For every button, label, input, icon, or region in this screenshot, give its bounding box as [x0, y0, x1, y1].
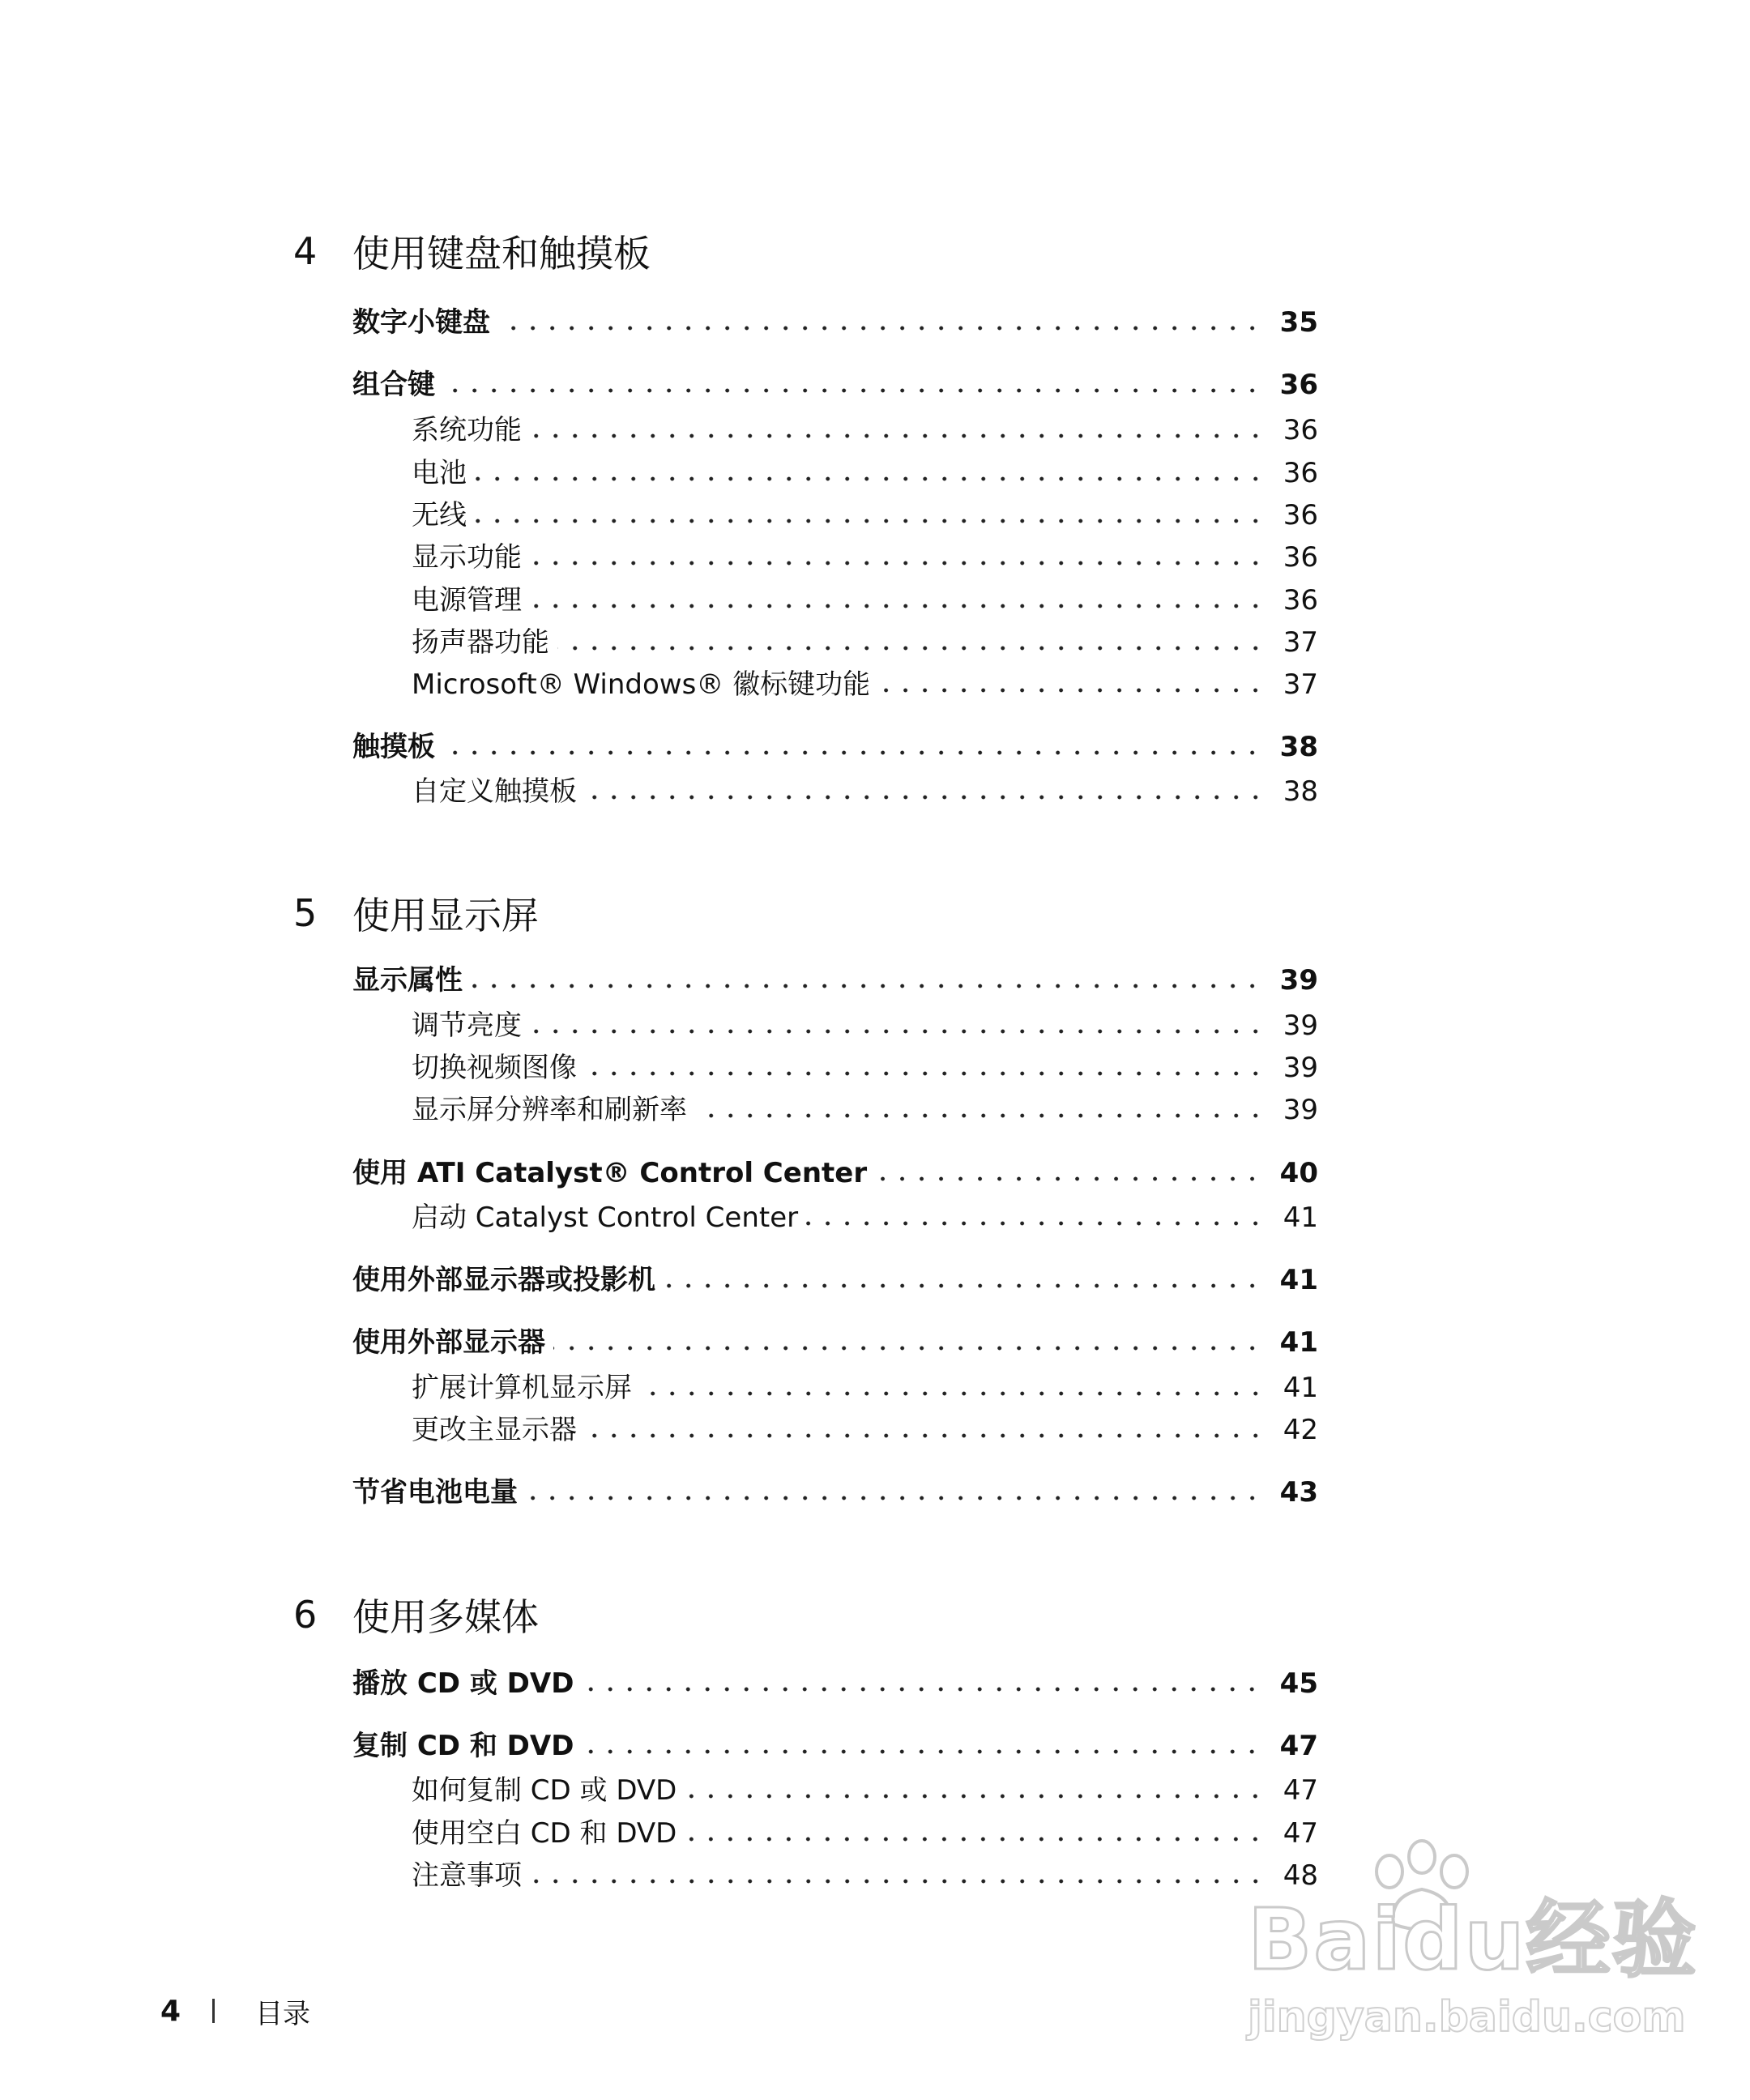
toc-entry[interactable] — [352, 956, 1318, 998]
toc-entry-title: 复制 CD 和 DVD — [352, 1730, 574, 1762]
toc-entry-page: 41 — [1279, 1326, 1318, 1359]
toc-entry-page: 41 — [1283, 1372, 1318, 1404]
watermark-url: jingyan.baidu.com — [1248, 1993, 1686, 2042]
watermark-logo: Baidu经验 — [1248, 1890, 1698, 1989]
toc-entry-page: 37 — [1283, 626, 1318, 659]
toc-entry[interactable] — [412, 767, 1318, 809]
toc-entry-page: 36 — [1283, 457, 1318, 489]
toc-entry-title: 显示功能 — [412, 541, 522, 574]
chapter-number: 6 — [293, 1593, 318, 1637]
dot-leader — [526, 1494, 1262, 1502]
toc-entry[interactable] — [352, 1256, 1318, 1298]
dot-leader — [695, 1112, 1266, 1120]
toc-entry-title: 切换视频图像 — [412, 1052, 577, 1084]
dot-leader — [875, 1175, 1262, 1183]
dot-leader — [806, 1219, 1266, 1227]
watermark — [1215, 1839, 1698, 2082]
toc-entry-page: 37 — [1283, 668, 1318, 701]
toc-entry-page: 38 — [1283, 775, 1318, 808]
toc-entry-title: 播放 CD 或 DVD — [352, 1667, 574, 1700]
toc-entry-title: 注意事项 — [412, 1859, 522, 1892]
toc-entry-page: 41 — [1279, 1264, 1318, 1296]
dot-leader — [530, 1027, 1266, 1035]
toc-entry-page: 39 — [1283, 1094, 1318, 1126]
toc-entry[interactable] — [412, 1406, 1318, 1448]
toc-entry[interactable] — [412, 406, 1318, 448]
toc-entry-page: 36 — [1283, 414, 1318, 446]
toc-entry-title: 更改主显示器 — [412, 1414, 577, 1446]
toc-entry[interactable] — [352, 1468, 1318, 1510]
toc-entry-title: 数字小键盘 — [352, 306, 490, 339]
footer-divider — [212, 1999, 215, 2023]
toc-entry-title: 启动 Catalyst Control Center — [412, 1202, 799, 1234]
footer-page-number: 4 — [160, 1994, 181, 2028]
toc-entry-title: 使用空白 CD 和 DVD — [412, 1817, 677, 1850]
dot-leader — [475, 517, 1266, 525]
toc-entry[interactable] — [352, 723, 1318, 765]
toc-entry-page: 38 — [1279, 731, 1318, 763]
toc-entry[interactable] — [412, 1001, 1318, 1044]
toc-entry[interactable] — [412, 1044, 1318, 1086]
chapter-title: 使用键盘和触摸板 — [352, 232, 651, 275]
toc-entry-title: 扩展计算机显示屏 — [412, 1372, 632, 1404]
dot-leader — [530, 1877, 1266, 1885]
dot-leader — [553, 1344, 1262, 1352]
toc-entry[interactable] — [412, 491, 1318, 533]
chapter-number: 5 — [293, 891, 318, 935]
toc-entry-page: 36 — [1283, 499, 1318, 531]
toc-entry-title: 节省电池电量 — [352, 1476, 518, 1509]
toc-entry-page: 45 — [1279, 1667, 1318, 1700]
chapter-heading — [293, 881, 539, 945]
toc-entry[interactable] — [352, 1149, 1318, 1191]
toc-entry[interactable] — [412, 1851, 1318, 1893]
footer-section-name: 目录 — [255, 1997, 310, 2030]
toc-entry[interactable] — [412, 1086, 1318, 1128]
toc-entry-page: 36 — [1283, 541, 1318, 574]
toc-entry[interactable] — [412, 618, 1318, 660]
page-footer — [160, 1989, 310, 2033]
toc-entry-title: 使用外部显示器或投影机 — [352, 1264, 655, 1296]
dot-leader — [443, 749, 1262, 757]
toc-entry-title: 如何复制 CD 或 DVD — [412, 1774, 677, 1807]
dot-leader — [530, 602, 1266, 610]
toc-entry-page: 47 — [1283, 1817, 1318, 1850]
toc-entry-title: 无线 — [412, 499, 467, 531]
dot-leader — [585, 793, 1266, 801]
toc-entry-page: 48 — [1283, 1859, 1318, 1892]
toc-entry-title: 自定义触摸板 — [412, 775, 577, 808]
toc-entry-title: 调节亮度 — [412, 1009, 522, 1042]
dot-leader — [471, 982, 1262, 990]
toc-entry[interactable] — [352, 1659, 1318, 1701]
toc-entry[interactable] — [412, 1766, 1318, 1808]
chapter-heading — [293, 1582, 539, 1647]
dot-leader — [685, 1792, 1265, 1800]
toc-entry-title: 电池 — [412, 457, 467, 489]
toc-entry[interactable] — [352, 361, 1318, 403]
dot-leader — [685, 1835, 1265, 1843]
chapter-heading — [293, 219, 651, 284]
toc-entry-page: 36 — [1279, 369, 1318, 401]
toc-entry-page: 42 — [1283, 1414, 1318, 1446]
toc-entry-title: 电源管理 — [412, 584, 522, 617]
dot-leader — [585, 1432, 1266, 1440]
chapter-title: 使用显示屏 — [352, 894, 539, 937]
chapter-title: 使用多媒体 — [352, 1595, 539, 1639]
toc-entry-title: Microsoft® Windows® 徽标键功能 — [412, 668, 871, 701]
dot-leader — [498, 324, 1262, 332]
toc-entry-page: 39 — [1283, 1009, 1318, 1042]
dot-leader — [878, 686, 1266, 694]
dot-leader — [582, 1748, 1261, 1756]
toc-entry-page: 35 — [1279, 306, 1318, 339]
toc-entry-page: 41 — [1283, 1202, 1318, 1234]
toc-entry-title: 显示屏分辨率和刷新率 — [412, 1094, 687, 1126]
toc-entry-page: 36 — [1283, 584, 1318, 617]
toc-entry[interactable] — [412, 533, 1318, 575]
toc-entry-title: 扬声器功能 — [412, 626, 549, 659]
toc-entry[interactable] — [412, 660, 1318, 702]
dot-leader — [530, 559, 1266, 567]
dot-leader — [664, 1282, 1262, 1290]
dot-leader — [557, 644, 1266, 652]
toc-entry-title: 触摸板 — [352, 731, 435, 763]
toc-entry[interactable] — [352, 1722, 1318, 1764]
toc-entry[interactable] — [412, 1364, 1318, 1406]
dot-leader — [475, 475, 1266, 483]
toc-entry[interactable] — [412, 576, 1318, 618]
toc-entry-title: 使用外部显示器 — [352, 1326, 545, 1359]
toc-entry-page: 43 — [1279, 1476, 1318, 1509]
toc-entry[interactable] — [352, 298, 1318, 340]
dot-leader — [582, 1685, 1261, 1693]
dot-leader — [530, 432, 1266, 440]
toc-entry-title: 组合键 — [352, 369, 435, 401]
toc-entry-page: 47 — [1279, 1730, 1318, 1762]
toc-entry-title: 系统功能 — [412, 414, 522, 446]
toc-entry[interactable] — [412, 449, 1318, 491]
toc-entry[interactable] — [412, 1809, 1318, 1851]
toc-entry-page: 39 — [1283, 1052, 1318, 1084]
dot-leader — [443, 386, 1262, 395]
dot-leader — [640, 1389, 1266, 1398]
chapter-number: 4 — [293, 229, 318, 273]
toc-entry-title: 使用 ATI Catalyst® Control Center — [352, 1157, 868, 1189]
toc-entry-title: 显示属性 — [352, 964, 463, 997]
toc-entry-page: 40 — [1279, 1157, 1318, 1189]
toc-entry[interactable] — [412, 1193, 1318, 1236]
toc-entry[interactable] — [352, 1318, 1318, 1360]
toc-entry-page: 47 — [1283, 1774, 1318, 1807]
toc-entry-page: 39 — [1279, 964, 1318, 997]
dot-leader — [585, 1069, 1266, 1078]
